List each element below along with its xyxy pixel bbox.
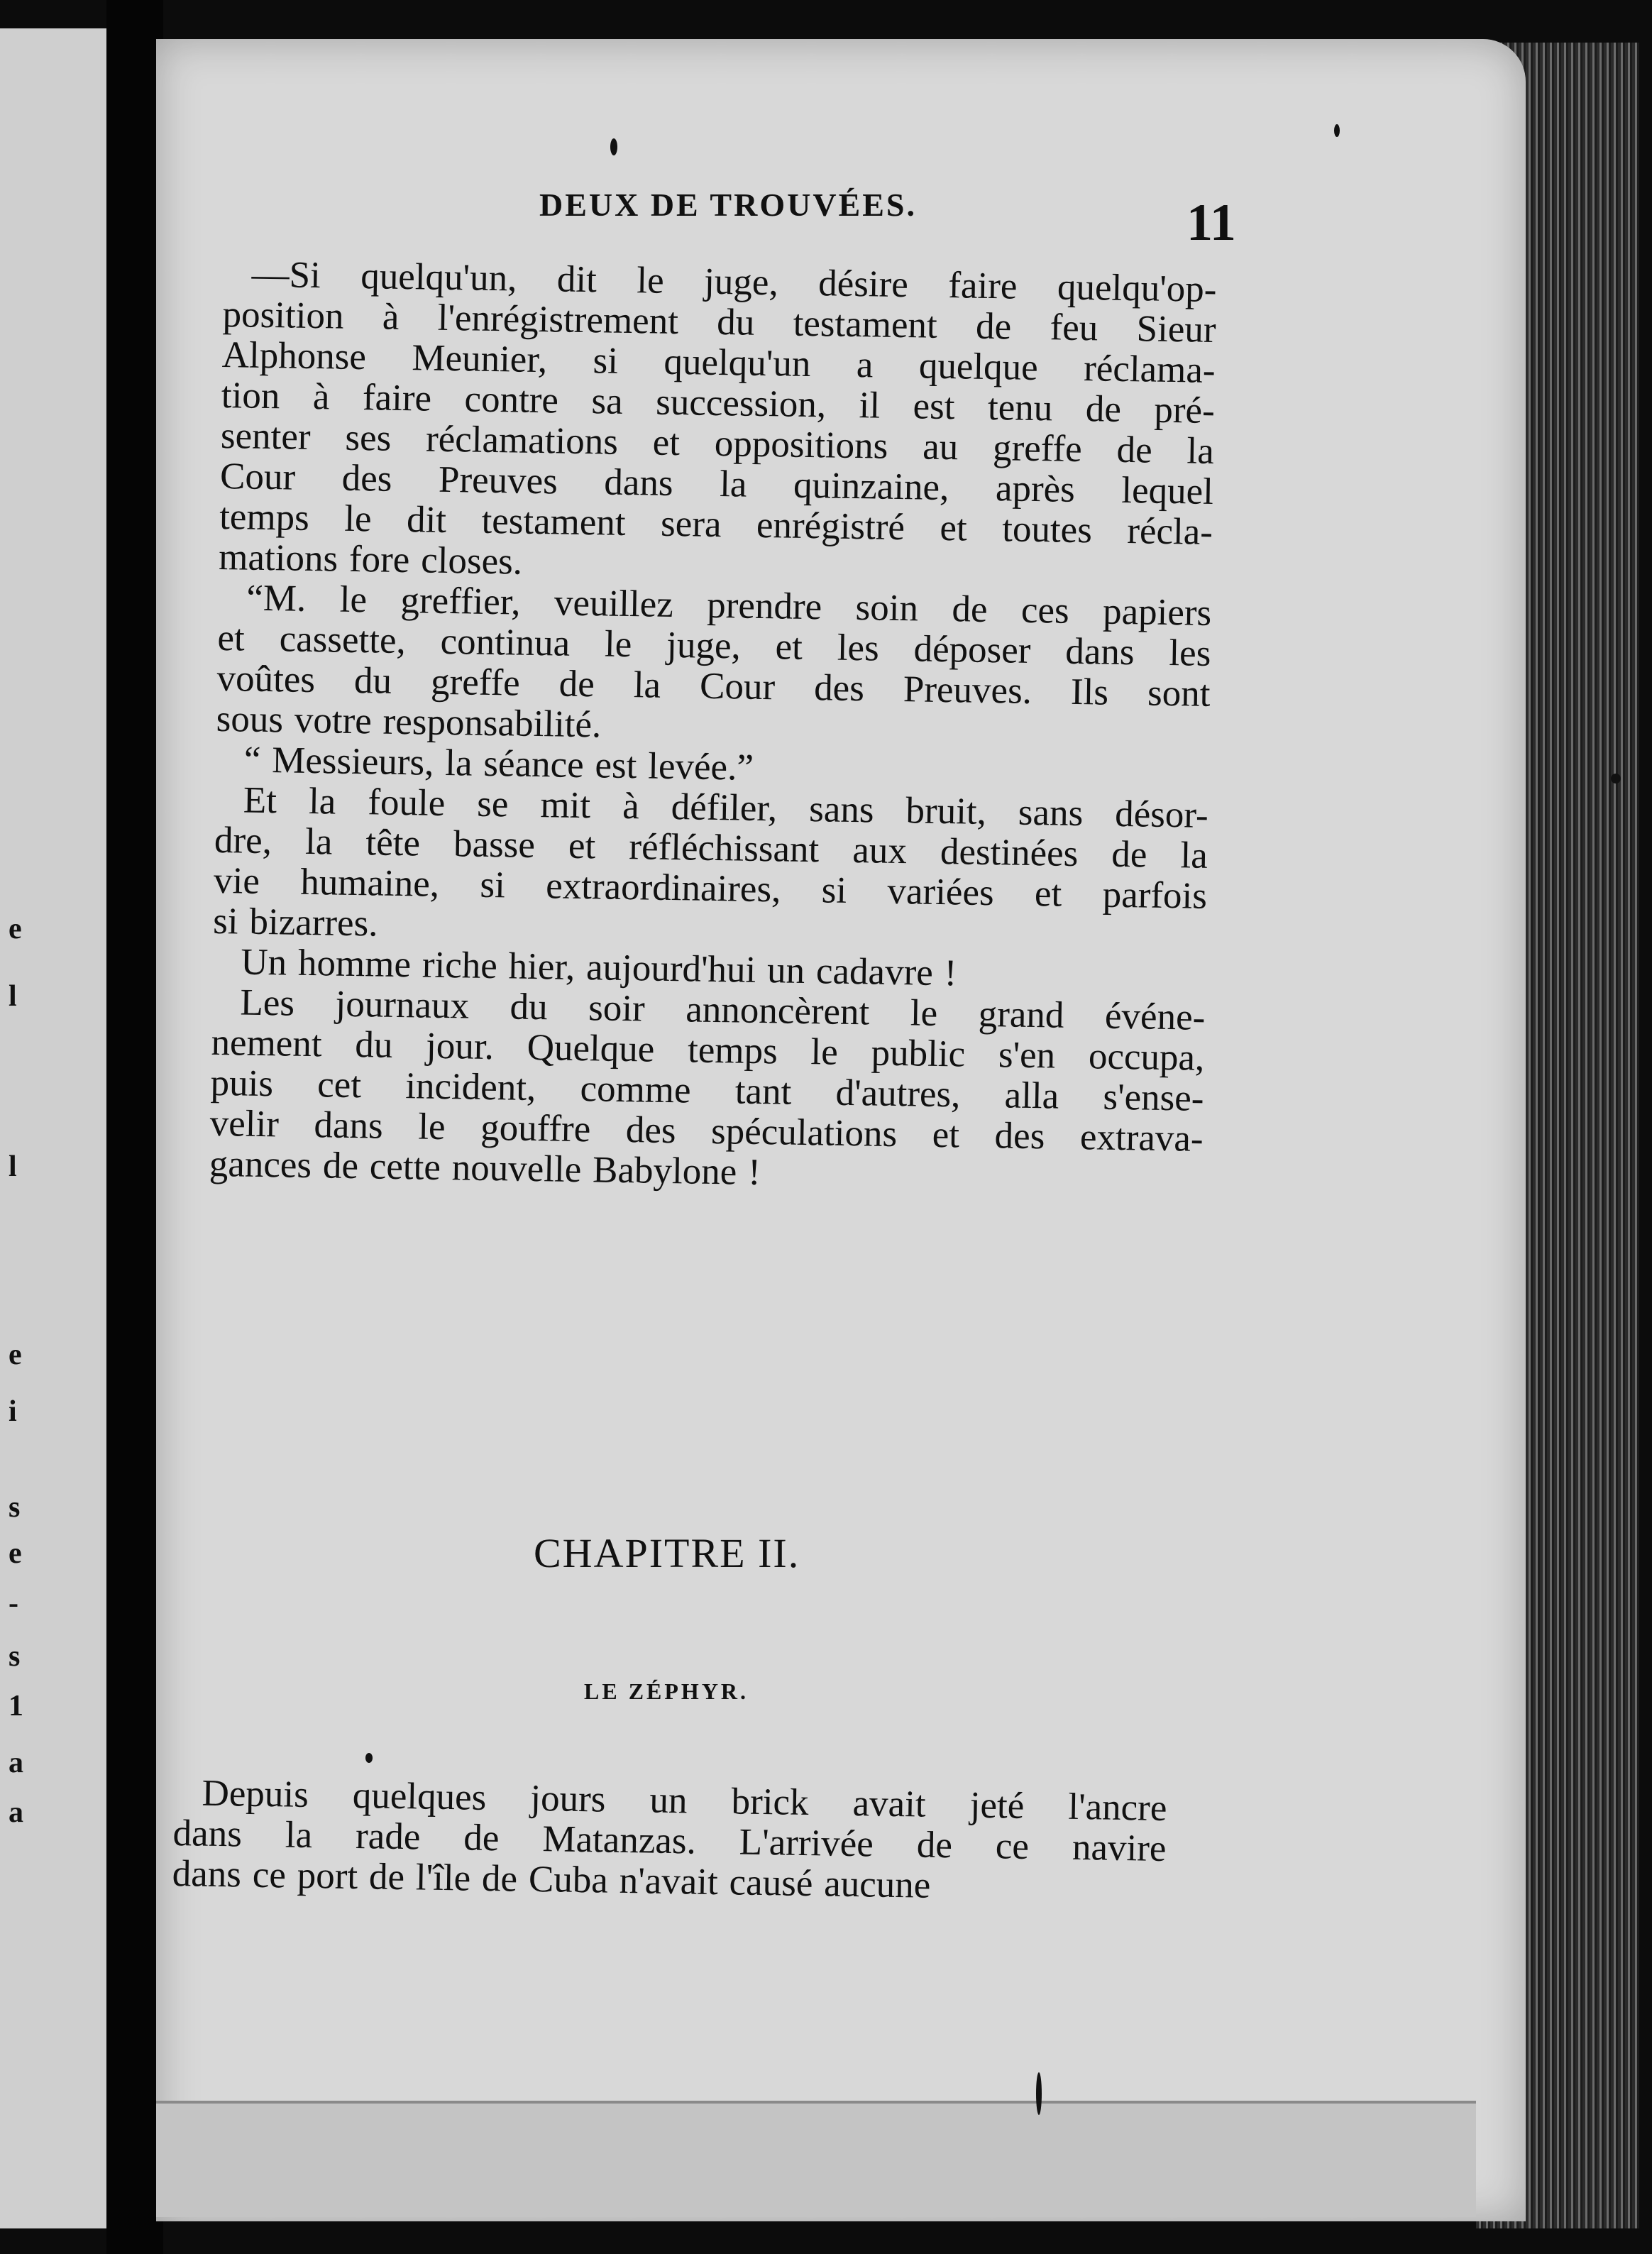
chapter-subtitle: LE ZÉPHYR.	[584, 1678, 749, 1704]
text-line: dans ce port de l'île de Cuba n'avait causé aucune	[172, 1852, 931, 1906]
text-line: si bizarres.	[212, 900, 378, 945]
text-line: temps le dit testament sera enrégistré et toutes récla-	[219, 495, 1213, 553]
ink-speck	[1036, 2072, 1042, 2115]
text-line: “ Messieurs, la séance est levée.”	[243, 739, 754, 788]
facing-page-fragment: a	[9, 1796, 23, 1829]
facing-page-strip	[0, 28, 106, 2228]
facing-page-fragment: e	[9, 1537, 22, 1570]
text-line: vie humaine, si extraordinaires, si variées et parfois	[213, 859, 1208, 917]
text-line: dans la rade de Matanzas. L'arrivée de ce navire	[172, 1812, 1167, 1869]
text-line: sous votre responsabilité.	[216, 698, 602, 746]
text-line: —Si quelqu'un, dit le juge, désire faire quelqu'op-	[251, 253, 1217, 310]
facing-page-fragment: l	[9, 980, 17, 1013]
text-line: tion à faire contre sa succession, il est tenu de pré-	[221, 374, 1216, 431]
text-line: mations fore closes.	[218, 536, 523, 583]
text-line: Les journaux du soir annoncèrent le grand événe-	[240, 982, 1206, 1038]
text-line: voûtes du greffe de la Cour des Preuves. Ils sont	[216, 657, 1211, 715]
text-line: velir dans le gouffre des spéculations et des extrava-	[209, 1102, 1204, 1160]
facing-page-fragment: s	[9, 1491, 21, 1524]
text-line: Un homme riche hier, aujourd'hui un cadavre !	[240, 941, 957, 994]
text-line: Cour des Preuves dans la quinzaine, après lequel	[219, 455, 1214, 512]
ink-speck	[610, 138, 617, 155]
text-line: Alphonse Meunier, si quelqu'un a quelque réclama-	[221, 334, 1216, 391]
ink-speck	[1334, 124, 1340, 137]
facing-page-fragment: 1	[9, 1690, 23, 1722]
text-line: position à l'enrégistrement du testament de feu Sieur	[222, 293, 1216, 351]
facing-page-fragment: i	[9, 1395, 17, 1428]
body-text-bottom	[172, 1774, 1167, 1911]
text-line: gances de cette nouvelle Babylone !	[209, 1143, 761, 1194]
ink-speck	[1611, 774, 1621, 784]
running-head: DEUX DE TROUVÉES.	[539, 187, 917, 223]
facing-page-fragment: e	[9, 1338, 22, 1371]
text-line: nement du jour. Quelque temps le public s'en occupa,	[211, 1021, 1205, 1079]
facing-page-fragment: a	[9, 1747, 23, 1779]
text-line: “M. le greffier, veuillez prendre soin de ces papiers	[246, 577, 1212, 634]
book-gutter	[106, 0, 163, 2254]
text-line: dre, la tête basse et réfléchissant aux destinées de la	[214, 819, 1208, 876]
facing-page-fragment: e	[9, 913, 22, 945]
text-line: et cassette, continua le juge, et les déposer dans les	[217, 617, 1211, 674]
facing-page-fragment: s	[9, 1640, 21, 1673]
facing-page-fragment: l	[9, 1150, 17, 1183]
text-line: Depuis quelques jours un brick avait jeté l'ancre	[202, 1772, 1167, 1829]
chapter-heading: CHAPITRE II.	[534, 1530, 800, 1576]
text-line: Et la foule se mit à défiler, sans bruit, sans désor-	[243, 779, 1209, 836]
text-line: puis cet incident, comme tant d'autres, alla s'ense-	[210, 1062, 1204, 1119]
page-bottom-edge	[156, 2101, 1476, 2217]
text-line: senter ses réclamations et oppositions au greffe de la	[220, 414, 1215, 472]
body-text-top	[209, 255, 1216, 1202]
facing-page-fragment: -	[9, 1587, 18, 1620]
page-number: 11	[1186, 194, 1236, 252]
ink-speck	[365, 1753, 373, 1763]
